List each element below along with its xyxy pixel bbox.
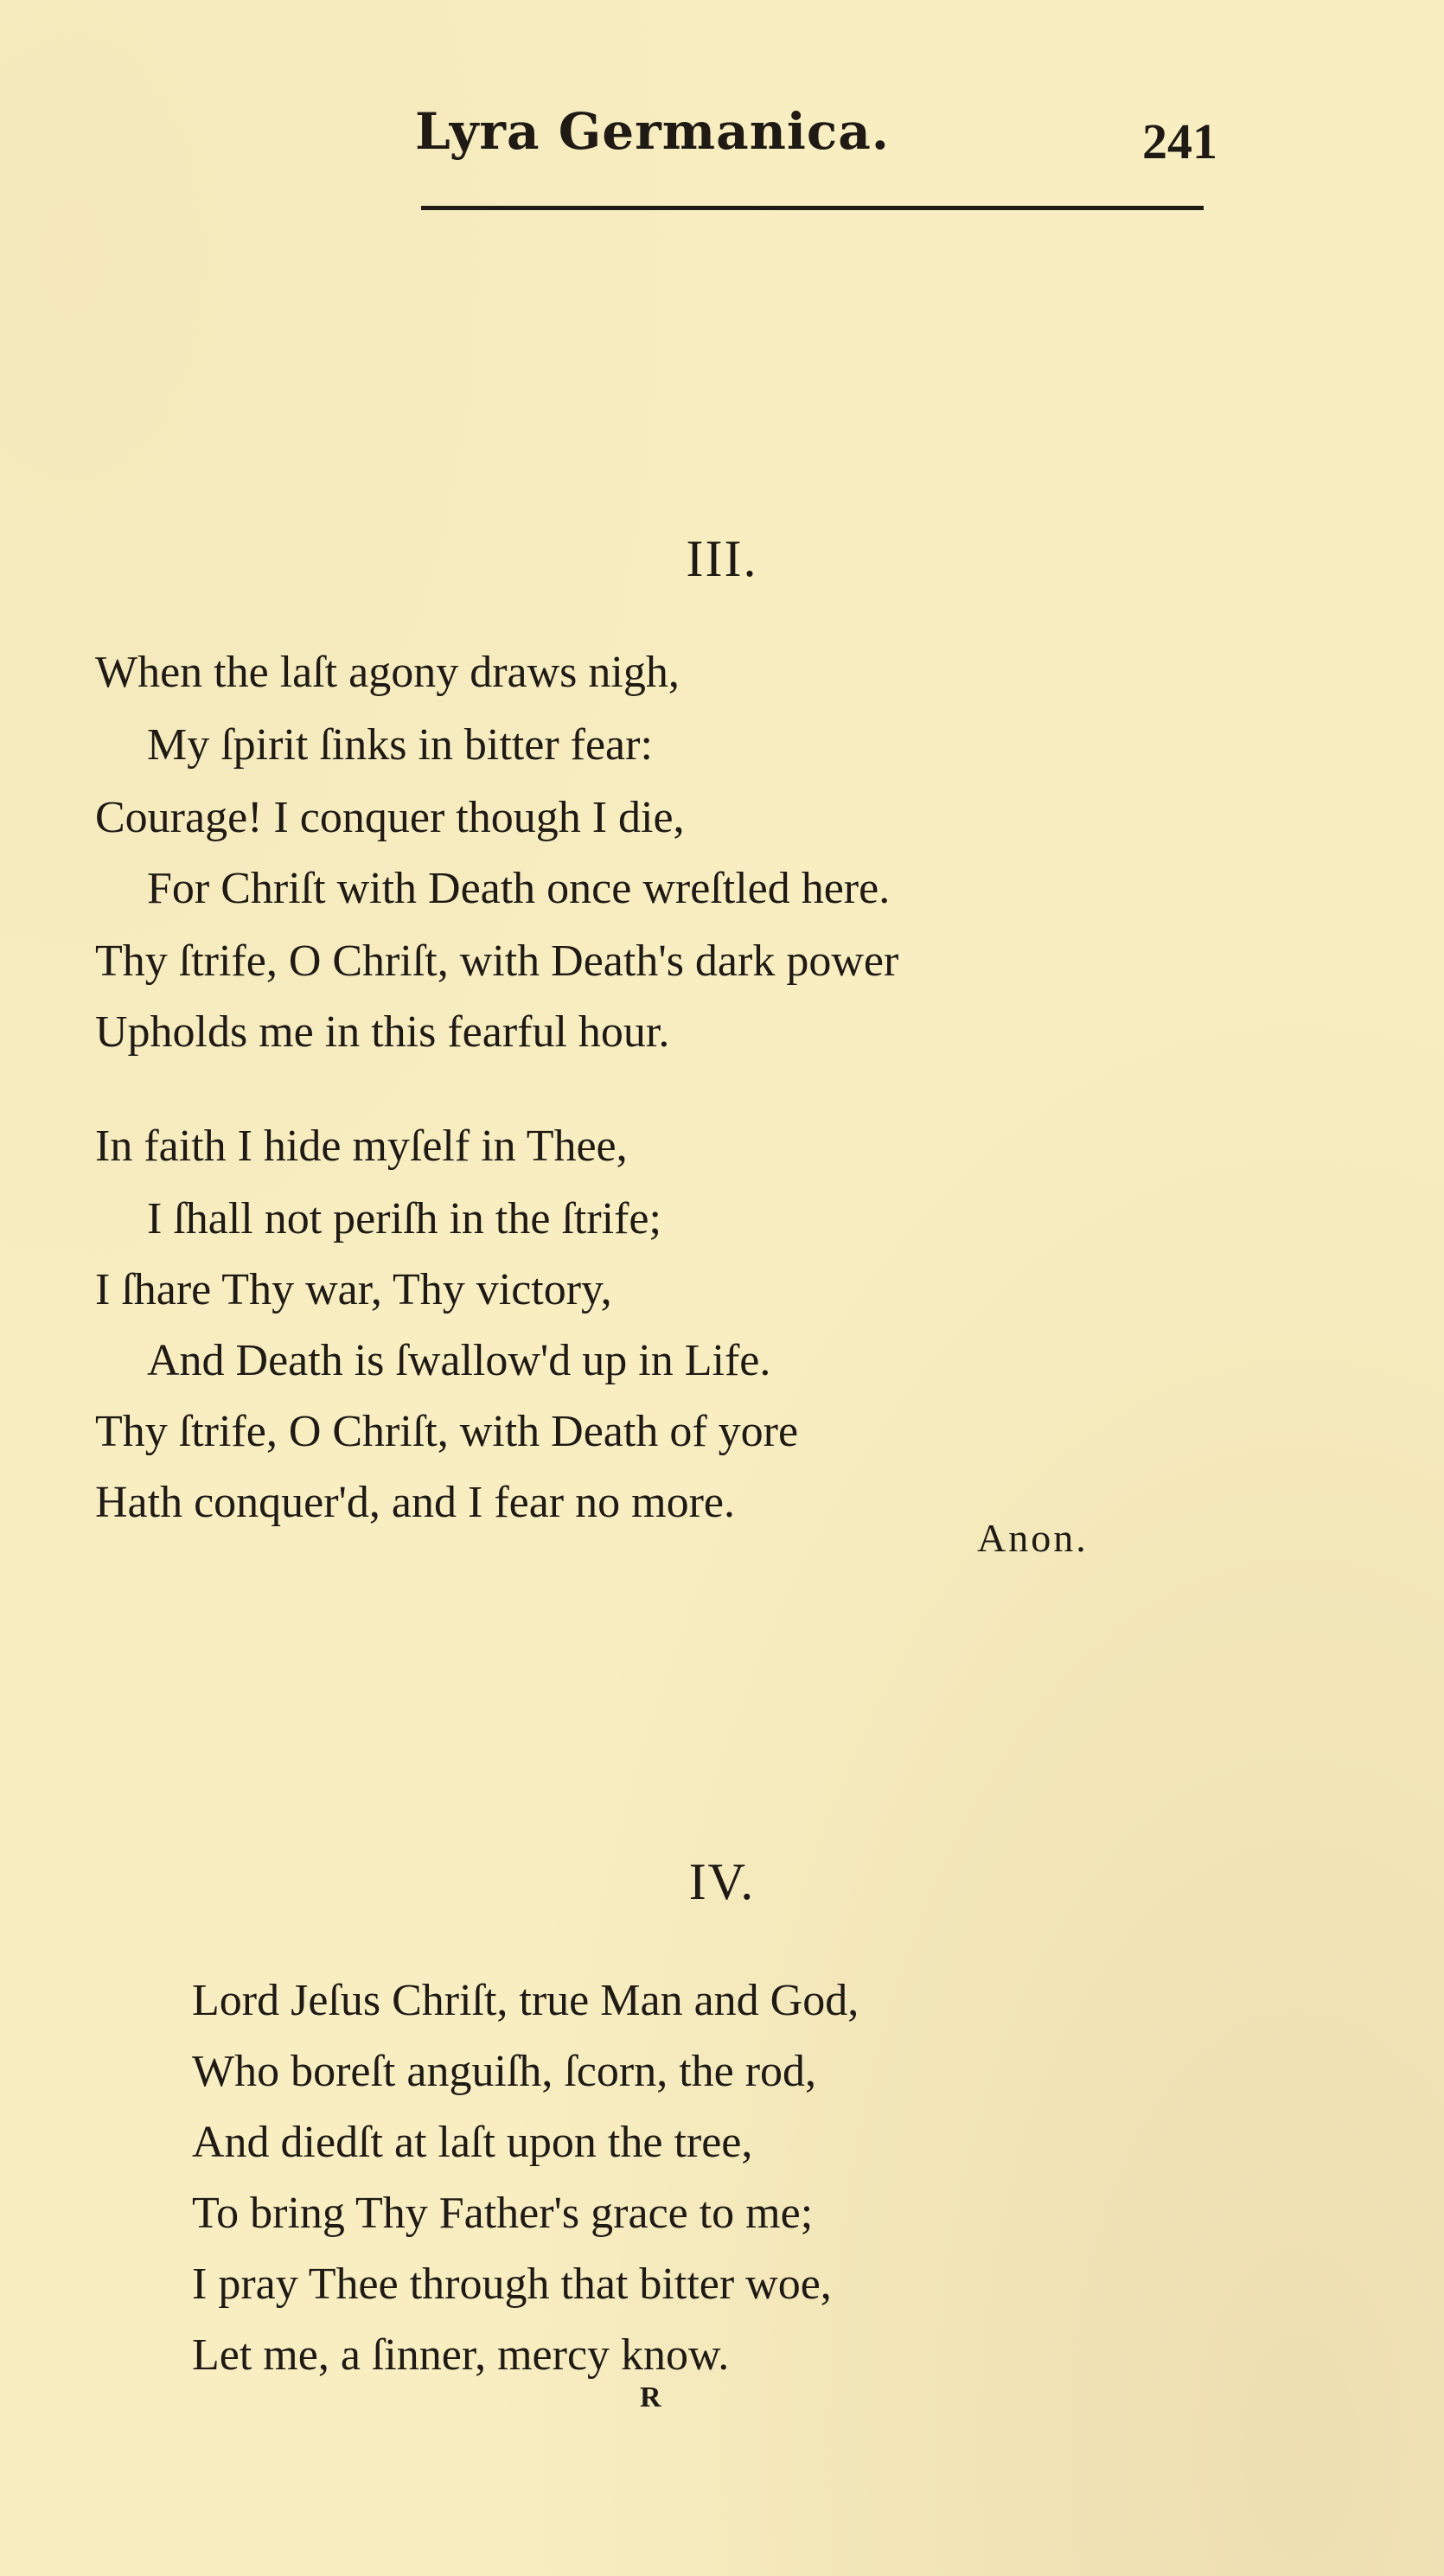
poem-line: In faith I hide myſelf in Thee,	[95, 1122, 628, 1171]
poem-line: And Death is ſwallow'd up in Life.	[147, 1336, 771, 1385]
poem-line: Thy ſtrife, O Chriſt, with Death's dark power	[95, 936, 899, 986]
poem-line: Hath conquer'd, and I fear no more.	[95, 1478, 735, 1527]
poem-line: Let me, a ſinner, mercy know.	[192, 2330, 730, 2380]
header-rule	[421, 206, 1204, 210]
poem-line: Upholds me in this fearful hour.	[95, 1007, 670, 1057]
attribution: Anon.	[977, 1516, 1089, 1560]
poem-line: Thy ſtrife, O Chriſt, with Death of yore	[95, 1407, 799, 1456]
poem-line: When the laſt agony draws nigh,	[95, 648, 680, 697]
poem-line: Courage! I conquer though I die,	[95, 793, 685, 842]
poem-line: Lord Jeſus Chriſt, true Man and God,	[192, 1976, 859, 2025]
poem-line: To bring Thy Father's grace to me;	[192, 2189, 814, 2238]
section-heading-iii: III.	[686, 530, 758, 587]
running-title: Lyra Germanica.	[415, 102, 890, 161]
poem-line: Who boreſt anguiſh, ſcorn, the rod,	[192, 2047, 817, 2096]
poem-line: I pray Thee through that bitter woe,	[192, 2260, 832, 2309]
page-header	[0, 0, 1444, 225]
poem-line: My ſpirit ſinks in bitter fear:	[147, 720, 653, 770]
page-number: 241	[1142, 113, 1217, 169]
poem-line: And diedſt at laſt upon the tree,	[192, 2118, 753, 2167]
signature-mark: R	[640, 2381, 661, 2413]
poem-line: I ſhall not periſh in the ſtrife;	[147, 1194, 661, 1243]
section-heading-iv: IV.	[688, 1853, 756, 1910]
poem-line: I ſhare Thy war, Thy victory,	[95, 1265, 612, 1314]
poem-line: For Chriſt with Death once wreſtled here.	[147, 864, 891, 913]
